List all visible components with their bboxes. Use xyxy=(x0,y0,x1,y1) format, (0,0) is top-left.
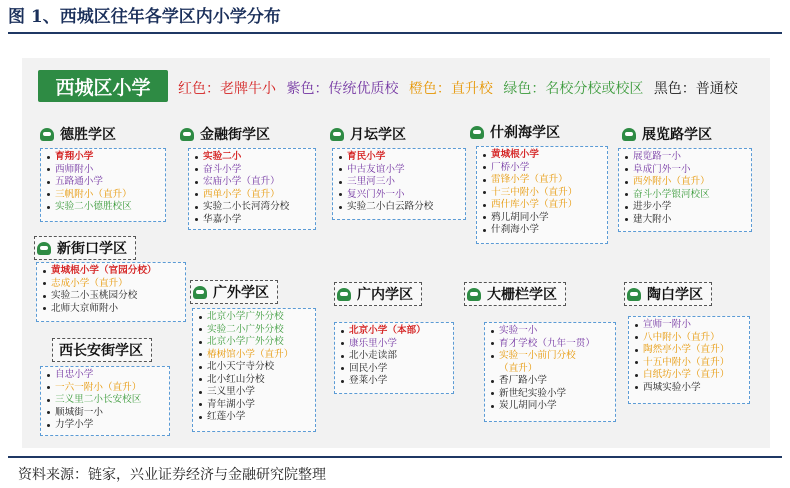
list-item: 三帆附小（直升） xyxy=(47,189,159,202)
list-item: 北小走读部 xyxy=(341,350,447,363)
list-item: 北京小学广外分校 xyxy=(199,311,309,324)
district-heading-yuetan: 月坛学区 xyxy=(330,124,406,144)
list-item: 实验二小长河湾分校 xyxy=(195,201,309,214)
school-icon xyxy=(180,128,194,141)
list-item: 西师附小 xyxy=(47,164,159,177)
list-item: 实验二小玉桃园分校 xyxy=(43,290,179,303)
list-item: 椿树馆小学（直升） xyxy=(199,349,309,362)
list-item: 建大附小 xyxy=(625,214,745,227)
school-icon xyxy=(337,288,351,301)
list-item: 炭儿胡同小学 xyxy=(491,400,609,413)
list-item: 力学小学 xyxy=(47,419,163,432)
school-list-guangwai xyxy=(192,308,316,432)
district-heading-shichahai: 什刹海学区 xyxy=(470,122,560,142)
list-item: 青年湖小学 xyxy=(199,399,309,412)
list-item: 八中附小（直升） xyxy=(635,332,743,345)
legend-red: 红色：老牌牛小 xyxy=(178,81,276,97)
school-list-zhanlanlu xyxy=(618,148,752,232)
list-item: 红莲小学 xyxy=(199,411,309,424)
school-list-dashilan xyxy=(484,322,616,422)
list-item: 北小红山分校 xyxy=(199,374,309,387)
district-heading-xinjiekou: 新街口学区 xyxy=(34,236,136,260)
list-item: 志成小学（直升） xyxy=(43,278,179,291)
list-item: 五路通小学 xyxy=(47,176,159,189)
list-item: 自忠小学 xyxy=(47,369,163,382)
bottom-rule xyxy=(8,456,782,458)
school-list-jinrongjie xyxy=(188,148,316,230)
list-item: 新世纪实验小学 xyxy=(491,388,609,401)
school-icon xyxy=(622,128,636,141)
school-icon xyxy=(37,242,51,255)
district-heading-taobai: 陶白学区 xyxy=(624,282,712,306)
school-list-desheng xyxy=(40,148,166,222)
school-list-yuetan xyxy=(332,148,466,220)
list-item: 奋斗小学 xyxy=(195,164,309,177)
list-item: 康乐里小学 xyxy=(341,338,447,351)
list-item: 实验一小前门分校 xyxy=(491,350,609,363)
list-item: 奋斗小学银河校区 xyxy=(625,189,745,202)
list-item: 阜成门外一小 xyxy=(625,164,745,177)
list-item: 三义里小学 xyxy=(199,386,309,399)
list-item: 实验二小 xyxy=(195,151,309,164)
list-item: 宣师一附小 xyxy=(635,319,743,332)
list-item: （直升） xyxy=(499,362,538,374)
legend-green: 绿色：名校分校或校区 xyxy=(503,81,644,97)
list-item: 实验二小广外分校 xyxy=(199,324,309,337)
district-heading-zhanlanlu: 展览路学区 xyxy=(622,124,712,144)
list-item: 黄城根小学（官园分校） xyxy=(43,265,179,278)
school-icon xyxy=(467,288,481,301)
district-heading-deshengl: 德胜学区 xyxy=(40,124,116,144)
list-item: 西什库小学（直升） xyxy=(483,199,601,212)
source-note: 资料来源：链家，兴业证券经济与金融研究院整理 xyxy=(18,467,326,483)
district-heading-jinrongjie: 金融街学区 xyxy=(180,124,270,144)
list-item: 北小天宁寺分校 xyxy=(199,361,309,374)
list-item: 雷锋小学（直升） xyxy=(483,174,601,187)
school-list-taobai xyxy=(628,316,750,404)
list-item: 西城实验小学 xyxy=(635,382,743,395)
list-item: 育才学校（九年一贯） xyxy=(491,338,609,351)
list-item: 陶然亭小学（直升） xyxy=(635,344,743,357)
school-icon xyxy=(193,286,207,299)
list-item: 十三中附小（直升） xyxy=(483,187,601,200)
list-item: 展览路一小 xyxy=(625,151,745,164)
list-item: 厂桥小学 xyxy=(483,162,601,175)
legend-orange: 橙色：直升校 xyxy=(408,81,493,97)
list-item: 进步小学 xyxy=(625,201,745,214)
list-item: 回民小学 xyxy=(341,363,447,376)
top-rule xyxy=(8,32,782,34)
list-item: 香厂路小学 xyxy=(491,375,609,388)
list-item: 顺城街一小 xyxy=(47,407,163,420)
district-heading-guangwai: 广外学区 xyxy=(190,280,278,304)
list-item: 鸦儿胡同小学 xyxy=(483,212,601,225)
legend-purple: 紫色：传统优质校 xyxy=(286,81,399,97)
list-item: 育翔小学 xyxy=(47,151,159,164)
school-list-xichanganjie xyxy=(40,366,170,436)
list-item: 实验二小白云路分校 xyxy=(339,201,459,214)
school-list-xinjiekou xyxy=(36,262,186,322)
list-item: 华嘉小学 xyxy=(195,214,309,227)
list-item: 西外附小（直升） xyxy=(625,176,745,189)
school-icon xyxy=(470,126,484,139)
list-item: 北京小学（本部） xyxy=(341,325,447,338)
list-item: 黄城根小学 xyxy=(483,149,601,162)
school-icon xyxy=(40,128,54,141)
list-item: 北京小学广外分校 xyxy=(199,336,309,349)
legend-black: 黑色：普通校 xyxy=(653,81,738,97)
list-item: 实验一小 xyxy=(491,325,609,338)
list-item: 宏庙小学（直升） xyxy=(195,176,309,189)
list-item: 白纸坊小学（直升） xyxy=(635,369,743,382)
list-item: 什刹海小学 xyxy=(483,224,601,237)
list-item: 三里河三小 xyxy=(339,176,459,189)
list-item: 一六一附小（直升） xyxy=(47,382,163,395)
district-heading-dashilan: 大栅栏学区 xyxy=(464,282,566,306)
school-list-guangnei xyxy=(334,322,454,394)
district-heading-guangnei: 广内学区 xyxy=(334,282,422,306)
figure-caption: 图 1、西城区往年各学区内小学分布 xyxy=(8,7,281,27)
list-item: 中古友谊小学 xyxy=(339,164,459,177)
list-item: 西单小学（直升） xyxy=(195,189,309,202)
list-item: 十五中附小（直升） xyxy=(635,357,743,370)
list-item: 育民小学 xyxy=(339,151,459,164)
list-item: 登莱小学 xyxy=(341,375,447,388)
district-heading-xichanganjie: 西长安街学区 xyxy=(52,338,152,362)
school-list-shichahai xyxy=(476,146,608,244)
map-title: 西城区小学 xyxy=(38,70,168,102)
list-item: 实验二小德胜校区 xyxy=(47,201,159,214)
list-item: 北师大京师附小 xyxy=(43,303,179,316)
school-icon xyxy=(330,128,344,141)
school-icon xyxy=(627,288,641,301)
list-item: 三义里二小长安校区 xyxy=(47,394,163,407)
list-item: 复兴门外一小 xyxy=(339,189,459,202)
color-legend xyxy=(178,78,744,98)
